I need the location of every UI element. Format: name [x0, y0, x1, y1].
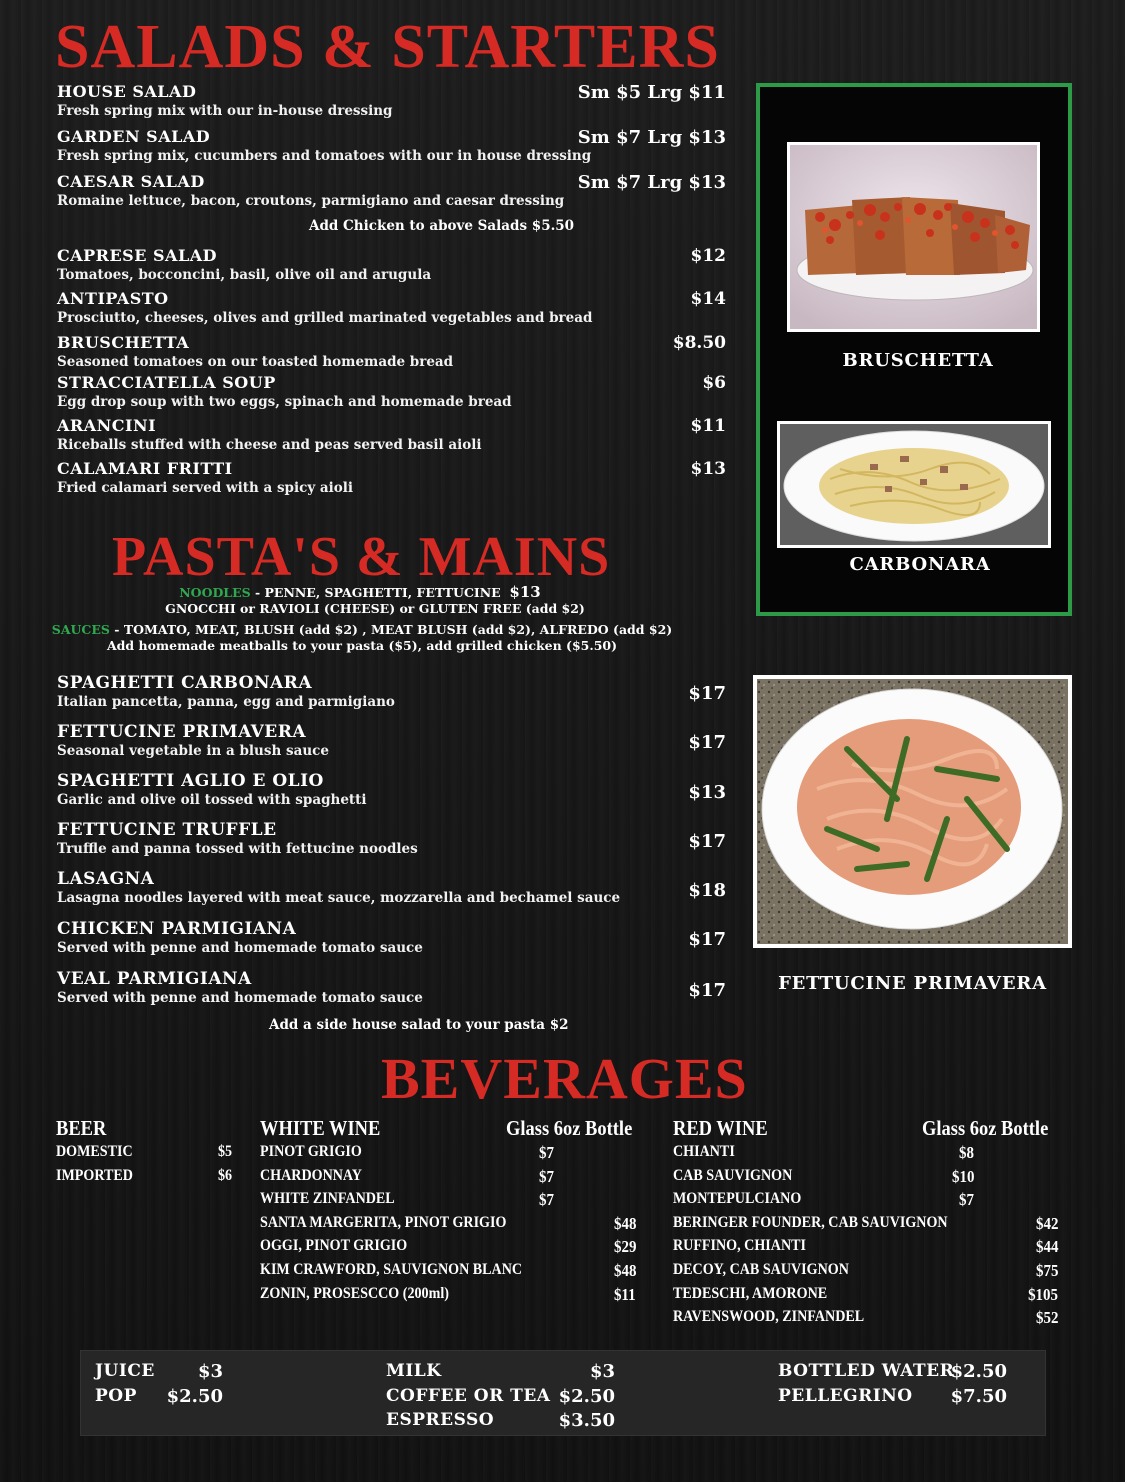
bruschetta-photo [787, 142, 1040, 332]
salad-item-desc: Egg drop soup with two eggs, spinach and homemade bread [57, 394, 512, 410]
salad-item-price: Sm $7 Lrg $13 [577, 172, 726, 193]
salad-item-price: $13 [690, 459, 726, 479]
beer-row-price: $6 [218, 1167, 233, 1184]
pasta-item-desc: Served with penne and homemade tomato sauce [57, 990, 423, 1006]
sauces-line2: Add homemade meatballs to your pasta ($5), add grilled chicken ($5.50) [106, 638, 618, 653]
red-wine-row-name: RAVENSWOOD, ZINFANDEL [673, 1308, 865, 1326]
salad-item-name: GARDEN SALAD [57, 127, 211, 146]
pasta-salad-note: Add a side house salad to your pasta $2 [269, 1017, 569, 1033]
pasta-item-price: $18 [688, 880, 726, 901]
salad-item-desc: Romaine lettuce, bacon, croutons, parmigiano and caesar dressing [57, 193, 565, 209]
bruschetta-caption: BRUSCHETTA [842, 350, 994, 371]
pasta-item-price: $17 [688, 732, 726, 753]
salad-item-desc: Fresh spring mix with our in-house dressing [57, 103, 393, 119]
red-wine-row-name: CHIANTI [673, 1143, 735, 1160]
white-wine-row-glass: $7 [539, 1143, 554, 1162]
salad-item-name: CALAMARI FRITTI [57, 459, 233, 478]
red-wine-row-name: TEDESCHI, AMORONE [673, 1284, 828, 1302]
salad-item-price: $6 [702, 373, 726, 393]
salad-item-name: BRUSCHETTA [57, 333, 190, 352]
salad-item-name: HOUSE SALAD [57, 82, 197, 101]
red-wine-row-name: RUFFINO, CHIANTI [673, 1237, 806, 1255]
pasta-item-name: FETTUCINE PRIMAVERA [57, 722, 307, 742]
beverages-title: BEVERAGES [381, 1046, 748, 1111]
salad-item-price: $12 [690, 246, 726, 266]
noodles-line [0, 583, 720, 601]
salads-title: SALADS & STARTERS [55, 13, 720, 81]
other-beverage-price: $7.50 [950, 1385, 1007, 1407]
salad-item-desc: Fried calamari served with a spicy aioli [57, 480, 354, 496]
white-wine-row-name: CHARDONNAY [260, 1166, 362, 1184]
red-wine-row-bottle: $44 [1035, 1237, 1058, 1257]
pasta-item-name: SPAGHETTI AGLIO E OLIO [57, 771, 324, 791]
other-beverage-name: BOTTLED WATER [778, 1361, 955, 1381]
red-wine-row-bottle: $52 [1035, 1308, 1058, 1328]
white-wine-row-name: WHITE ZINFANDEL [260, 1190, 395, 1208]
white-wine-row-glass: $7 [539, 1190, 554, 1210]
salad-item-name: STRACCIATELLA SOUP [57, 373, 276, 392]
pasta-item-desc: Seasonal vegetable in a blush sauce [57, 743, 329, 759]
beer-row-name: DOMESTIC [56, 1143, 133, 1160]
noodles-price: $13 [509, 583, 541, 601]
other-beverage-price: $2.50 [950, 1361, 1007, 1382]
pasta-item-desc: Served with penne and homemade tomato sauce [57, 940, 423, 956]
red-wine-row-name: MONTEPULCIANO [673, 1190, 802, 1208]
beer-row-name: IMPORTED [56, 1167, 133, 1184]
other-beverage-name: JUICE [95, 1361, 155, 1381]
sauces-text: - TOMATO, MEAT, BLUSH (add $2) , MEAT BLUSH (add $2), ALFREDO (add $2) [109, 622, 673, 637]
salad-item-price: $14 [690, 289, 726, 309]
pasta-item-name: FETTUCINE TRUFFLE [57, 820, 277, 840]
other-beverage-price: $2.50 [166, 1385, 223, 1407]
other-beverage-name: POP [95, 1385, 137, 1406]
other-beverage-price: $2.50 [558, 1385, 615, 1407]
other-beverage-name: ESPRESSO [386, 1410, 495, 1430]
pasta-item-name: SPAGHETTI CARBONARA [57, 673, 313, 693]
red-wine-row-name: CAB SAUVIGNON [673, 1166, 793, 1184]
other-beverage-price: $3 [197, 1361, 223, 1382]
other-beverage-price: $3 [589, 1361, 615, 1382]
pasta-item-desc: Lasagna noodles layered with meat sauce, mozzarella and bechamel sauce [57, 890, 621, 906]
red-wine-row-bottle: $105 [1028, 1284, 1058, 1304]
red-wine-title: RED WINE [673, 1116, 768, 1140]
white-wine-row-name: ZONIN, PROSESCCO (200ml) [260, 1284, 449, 1302]
red-wine-row-glass: $8 [959, 1143, 974, 1162]
other-beverage-name: PELLEGRINO [778, 1385, 913, 1406]
sauces-label: SAUCES [51, 622, 110, 637]
primavera-caption: FETTUCINE PRIMAVERA [778, 973, 1047, 994]
beer-row-price: $5 [218, 1143, 233, 1160]
salad-item-price: Sm $7 Lrg $13 [577, 127, 726, 148]
white-wine-row-name: KIM CRAWFORD, SAUVIGNON BLANC [260, 1261, 523, 1278]
pasta-item-desc: Garlic and olive oil tossed with spaghetti [57, 792, 367, 808]
pasta-item-price: $17 [688, 929, 726, 950]
other-beverage-name: MILK [386, 1361, 442, 1381]
carbonara-caption: CARBONARA [849, 554, 991, 575]
red-wine-row-bottle: $42 [1035, 1213, 1058, 1233]
salads-chicken-note: Add Chicken to above Salads $5.50 [309, 218, 575, 234]
white-wine-col-header: Glass 6oz Bottle [506, 1116, 633, 1140]
salad-item-name: CAESAR SALAD [57, 172, 205, 191]
salad-item-price: Sm $5 Lrg $11 [577, 82, 726, 103]
carbonara-image [780, 424, 1048, 545]
pasta-item-price: $13 [688, 782, 726, 803]
other-beverage-price: $3.50 [558, 1410, 615, 1431]
noodles-text: - PENNE, SPAGHETTI, FETTUCINE [250, 585, 501, 600]
beer-title: BEER [56, 1116, 107, 1140]
salad-item-desc: Seasoned tomatoes on our toasted homemade bread [57, 354, 454, 370]
white-wine-row-bottle: $48 [613, 1213, 636, 1233]
red-wine-row-bottle: $75 [1035, 1261, 1058, 1280]
pasta-item-name: LASAGNA [57, 869, 155, 889]
pasta-item-price: $17 [688, 683, 726, 704]
white-wine-row-bottle: $48 [613, 1261, 636, 1280]
salad-item-price: $8.50 [672, 333, 726, 353]
salad-item-name: ARANCINI [57, 416, 157, 435]
red-wine-row-name: DECOY, CAB SAUVIGNON [673, 1261, 849, 1278]
white-wine-row-name: SANTA MARGERITA, PINOT GRIGIO [260, 1213, 507, 1231]
pasta-title: PASTA'S & MAINS [112, 526, 611, 588]
salad-item-desc: Riceballs stuffed with cheese and peas served basil aioli [57, 437, 482, 453]
pasta-item-name: VEAL PARMIGIANA [57, 969, 252, 989]
white-wine-title: WHITE WINE [260, 1116, 381, 1140]
noodles-line2: GNOCCHI or RAVIOLI (CHEESE) or GLUTEN FREE (add $2) [165, 601, 585, 616]
sauces-line [0, 622, 724, 637]
salad-item-price: $11 [690, 416, 726, 436]
pasta-item-price: $17 [688, 831, 726, 852]
red-wine-row-glass: $10 [951, 1166, 974, 1186]
noodles-label: NOODLES [179, 585, 251, 600]
bruschetta-image [790, 145, 1037, 329]
pasta-item-desc: Italian pancetta, panna, egg and parmigiano [57, 694, 395, 710]
carbonara-photo [777, 421, 1051, 548]
red-wine-col-header: Glass 6oz Bottle [922, 1116, 1049, 1140]
pasta-item-desc: Truffle and panna tossed with fettucine noodles [57, 841, 418, 857]
red-wine-row-glass: $7 [959, 1190, 974, 1210]
white-wine-row-bottle: $29 [613, 1237, 636, 1257]
other-beverage-name: COFFEE OR TEA [386, 1385, 551, 1406]
white-wine-row-name: PINOT GRIGIO [260, 1143, 362, 1160]
salad-item-name: ANTIPASTO [57, 289, 169, 308]
primavera-photo [753, 675, 1072, 948]
salad-item-desc: Fresh spring mix, cucumbers and tomatoes with our in house dressing [57, 148, 592, 164]
white-wine-row-bottle: $11 [614, 1284, 636, 1304]
salad-item-desc: Tomatoes, bocconcini, basil, olive oil and arugula [57, 267, 432, 283]
salad-item-desc: Prosciutto, cheeses, olives and grilled marinated vegetables and bread [57, 310, 593, 326]
salad-item-name: CAPRESE SALAD [57, 246, 217, 265]
pasta-item-name: CHICKEN PARMIGIANA [57, 919, 297, 939]
white-wine-row-glass: $7 [539, 1166, 554, 1186]
red-wine-row-name: BERINGER FOUNDER, CAB SAUVIGNON [673, 1213, 948, 1231]
primavera-image [757, 679, 1068, 944]
pasta-item-price: $17 [688, 980, 726, 1001]
white-wine-row-name: OGGI, PINOT GRIGIO [260, 1237, 408, 1255]
